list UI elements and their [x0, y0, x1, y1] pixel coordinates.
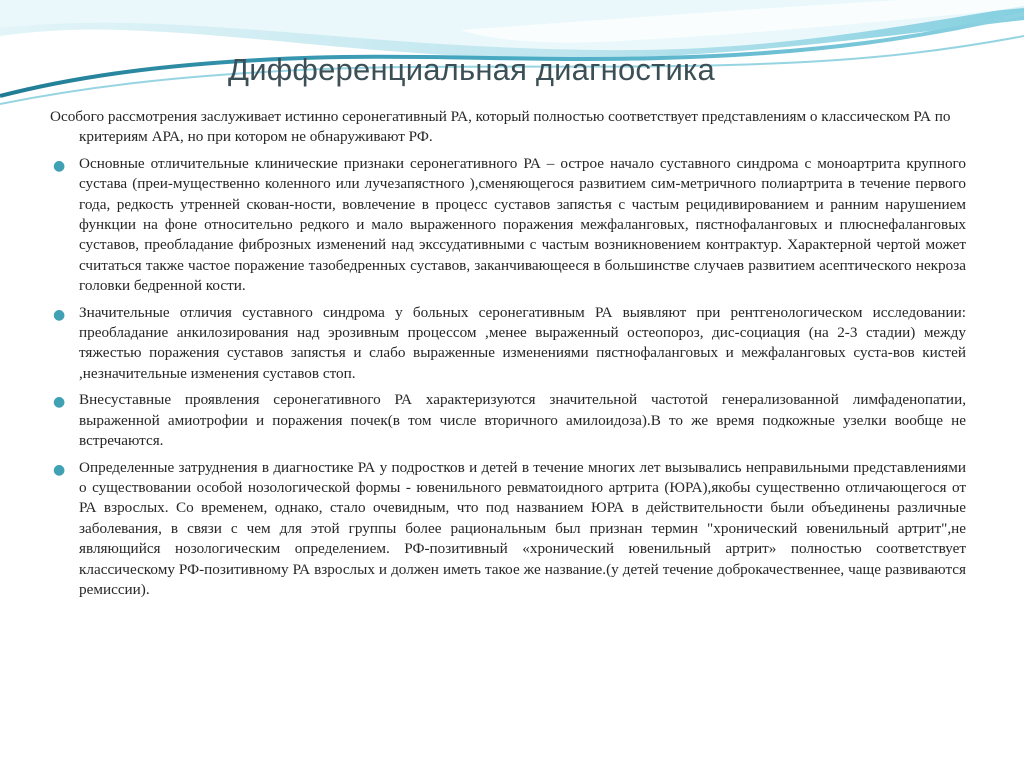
bullet-item — [50, 458, 966, 601]
bullet-icon: ● — [53, 394, 66, 411]
bullet-icon: ● — [53, 461, 66, 478]
bullet-text: Определенные затруднения в диагностике РА у подростков и детей в течение многих лет вызывались неправильными представлениями о существовании особой нозологической формы - ювенильного ревматоидного артрита (ЮРА),якобы существенно отличающегося от РА взрослых. Со временем, однако, стало очевидным, что под названием ЮРА в действительности были объединены различные заболевания, в связи с чем для этой группы более рациональным был признан термин "хронический ювенильный артрит",не являющийся нозологическим определением. РФ-позитивный «хронический ювенильный артрит» полностью соответствует классическому РФ-позитивному РА взрослых и должен иметь такое же название.(у детей течение доброкачественнее, чаще развиваются ремиссии). — [79, 458, 966, 598]
bullet-icon: ● — [53, 157, 66, 174]
slide-title: Дифференциальная диагностика — [228, 52, 715, 87]
bullet-icon: ● — [53, 306, 66, 323]
slide-content — [50, 107, 966, 606]
bullet-text: Основные отличительные клинические признаки серонегативного РА – острое начало суставного синдрома с моноартрита крупного сустава (преи-мущественно коленного или лучезапястного ),сменяющегося развитием сим-метричного полиартрита в течение первого года, редкость утренней скован-ности, вовлечение в процесс суставов запястья с частым рецидивированием и ранним нарушением функции на фоне относительно редкого и мало выраженного поражения межфаланговых, пястнофаланговых и плюснефаланговых суставов, преобладание фиброзных изменений над экссудативными с частым возникновением контрактур. Характерной чертой может считаться также частое поражение тазобедренных суставов, заканчивающееся в большинстве случаев развитием асептического некроза головки бедренной кости. — [79, 154, 966, 295]
bullet-item — [50, 390, 966, 451]
bullet-item — [50, 303, 966, 385]
intro-paragraph: Особого рассмотрения заслуживает истинно серонегативный РА, который полностью соответствует представлениям о классическом РА по критериям АРА, но при котором не обнаруживают РФ. — [50, 108, 951, 146]
bullet-text: Значительные отличия суставного синдрома у больных серонегативным РА выявляют при рентгенологическом исследовании: преобладание анкилозирования над эрозивным процессом ,менее выраженный остеопороз, дис-социация (на 2-3 стадии) между тяжестью поражения суставов запястья и слабо выраженные изменениями пястнофаланговых и межфаланговых суста-вов кистей ,незначительные изменения суставов стоп. — [79, 303, 966, 382]
bullet-item — [50, 154, 966, 297]
bullet-text: Внесуставные проявления серонегативного РА характеризуются значительной частотой генерализованной лимфаденопатии, выраженной амиотрофии и поражения почек(в том числе вторичного амилоидоза).В то же время подкожные узелки вообще не встречаются. — [79, 391, 966, 450]
